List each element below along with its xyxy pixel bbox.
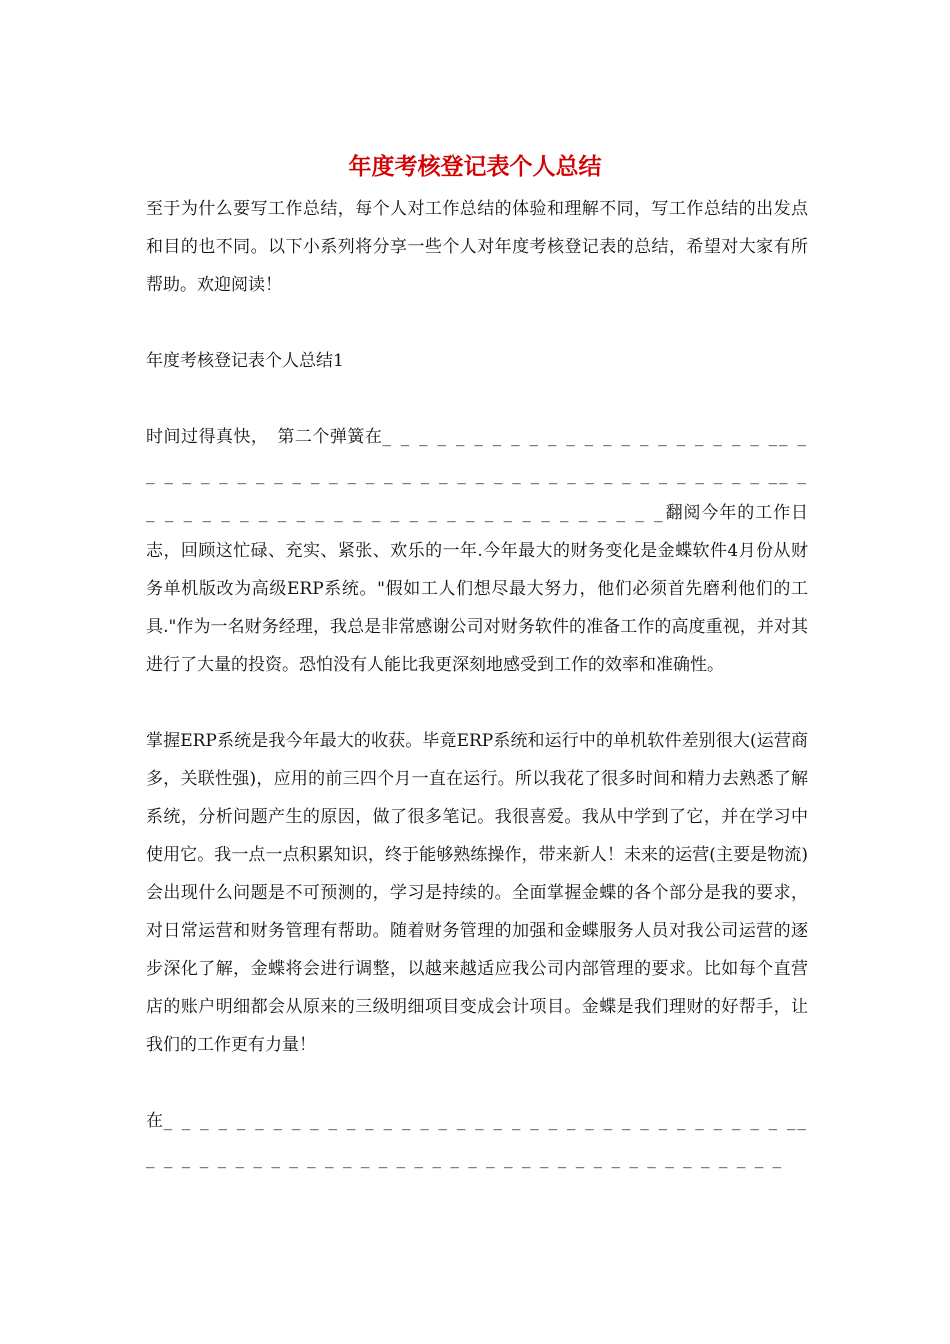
fill-blank-line: _ _ _ _ _ _ _ _ _ _ _ _ _ _ _ _ _ _ _ _ _ _ (382, 427, 780, 447)
paragraph-1 (146, 418, 808, 684)
fill-blank-line: _ _ _ _ _ _ _ _ _ _ _ _ _ _ _ _ _ _ _ _ _ _ _ _ _ _ _ _ _ _ (146, 465, 809, 523)
fill-blank-line: _ _ _ _ _ _ _ _ _ _ _ _ _ _ _ _ _ _ _ _ _ _ _ _ _ _ _ _ _ _ _ _ _ _ _ (163, 1111, 798, 1131)
section-heading: 年度考核登记表个人总结1 (146, 351, 344, 371)
paragraph-3 (146, 1102, 808, 1178)
intro-paragraph: 至于为什么要写工作总结，每个人对工作总结的体验和理解不同，写工作总结的出发点和目的也不同。以下小系列将分享一些个人对年度考核登记表的总结，希望对大家有所帮助。欢迎阅读！ (146, 199, 808, 295)
paragraph-1-text: 翻阅今年的工作日志，回顾这忙碌、充实、紧张、欢乐的一年.今年最大的财务变化是金蝶软件4月份从财务单机版改为高级ERP系统。"假如工人们想尽最大努力，他们必须首先磨利他们的工具."作为一名财务经理，我总是非常感谢公司对财务软件的准备工作的高度重视，并对其进行了大量的投资。恐怕没有人能比我更深刻地感受到工作的效率和准确性。 (146, 503, 809, 675)
paragraph-2: 掌握ERP系统是我今年最大的收获。毕竟ERP系统和运行中的单机软件差别很大(运营商多，关联性强)，应用的前三四个月一直在运行。所以我花了很多时间和精力去熟悉了解系统，分析问题产生的原因，做了很多笔记。我很喜爱。我从中学到了它，并在学习中使用它。我一点一点积累知识，终于能够熟练操作，带来新人！未来的运营(主要是物流)会出现什么问题是不可预测的，学习是持续的。全面掌握金蝶的各个部分是我的要求，对日常运营和财务管理有帮助。随着财务管理的加强和金蝶服务人员对我公司运营的逐步深化了解，金蝶将会进行调整，以越来越适应我公司内部管理的要求。比如每个直营店的账户明细都会从原来的三级明细项目变成会计项目。金蝶是我们理财的好帮手，让我们的工作更有力量！ (146, 731, 808, 1055)
paragraph-3-prefix: 在 (146, 1111, 164, 1131)
document-body (146, 190, 808, 1178)
paragraph-spacer (146, 380, 808, 418)
document-title: 年度考核登记表个人总结 (348, 154, 602, 180)
fill-blank-line: _ _ _ _ _ _ _ _ _ _ _ _ _ _ _ _ _ _ _ _ _ _ _ _ _ _ _ _ _ _ _ _ _ _ _ _ _ (146, 1111, 808, 1169)
paragraph-1-prefix: 时间过得真快， 第二个弹簧在 (146, 427, 383, 447)
fill-blank-line: _ _ _ _ _ _ _ _ _ _ _ _ _ _ _ _ _ _ _ _ _ _ _ _ _ _ _ _ _ _ _ _ _ _ _ _ _ (146, 427, 809, 485)
paragraph-spacer (146, 304, 808, 342)
paragraph-spacer (146, 1064, 808, 1102)
paragraph-spacer (146, 684, 808, 722)
